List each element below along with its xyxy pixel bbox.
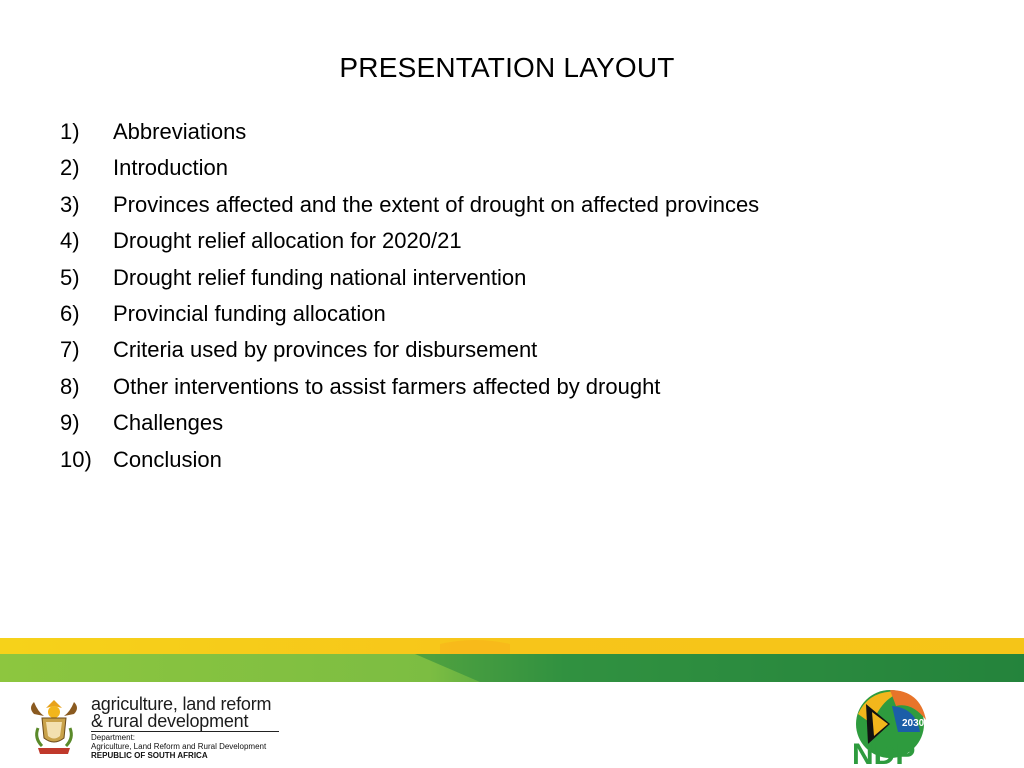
org-divider (91, 731, 279, 732)
org-name-line2: & rural development (91, 711, 249, 731)
agenda-item-number: 9) (60, 410, 80, 436)
department-logo (24, 694, 286, 762)
agenda-item-number: 3) (60, 191, 80, 217)
agenda-item-text: Introduction (113, 155, 228, 181)
agenda-item-text: Criteria used by provinces for disbursement (113, 337, 538, 363)
ndp-text: NDP (852, 738, 916, 768)
agenda-item-number: 8) (60, 373, 80, 399)
agenda-item-number: 4) (60, 228, 80, 254)
agenda-item-number: 6) (60, 300, 80, 326)
country-name: REPUBLIC OF SOUTH AFRICA (91, 751, 208, 760)
org-department (91, 733, 291, 760)
org-name (91, 696, 291, 730)
agenda-item-number: 10) (60, 446, 92, 472)
agenda-item-text: Abbreviations (113, 119, 247, 144)
org-name-line1: agriculture, land reform (91, 694, 272, 714)
agenda-item-text: Challenges (113, 410, 224, 436)
agenda-item-text: Conclusion (113, 446, 222, 472)
agenda-item-text: Drought relief allocation for 2020/21 (113, 228, 462, 254)
slide-title: PRESENTATION LAYOUT (339, 52, 675, 83)
agenda-item-number: 1) (60, 119, 80, 144)
ndp-year: 2030 (902, 718, 925, 729)
agenda-item-text: Provinces affected and the extent of drought on affected provinces (113, 191, 760, 217)
agenda-item-number: 2) (60, 155, 80, 181)
agenda-item-text: Provincial funding allocation (113, 300, 386, 326)
footer-stripe (0, 638, 1024, 682)
agenda-item-number: 7) (60, 337, 80, 363)
agenda-item-text: Other interventions to assist farmers affected by drought (113, 373, 661, 399)
ndp-2030-logo-icon (846, 684, 944, 768)
coat-of-arms-icon (24, 694, 84, 758)
dept-name: Agriculture, Land Reform and Rural Development (91, 742, 267, 751)
dept-label: Department: (91, 733, 136, 742)
agenda-item-number: 5) (60, 264, 80, 290)
agenda-item-text: Drought relief funding national intervention (113, 264, 527, 290)
